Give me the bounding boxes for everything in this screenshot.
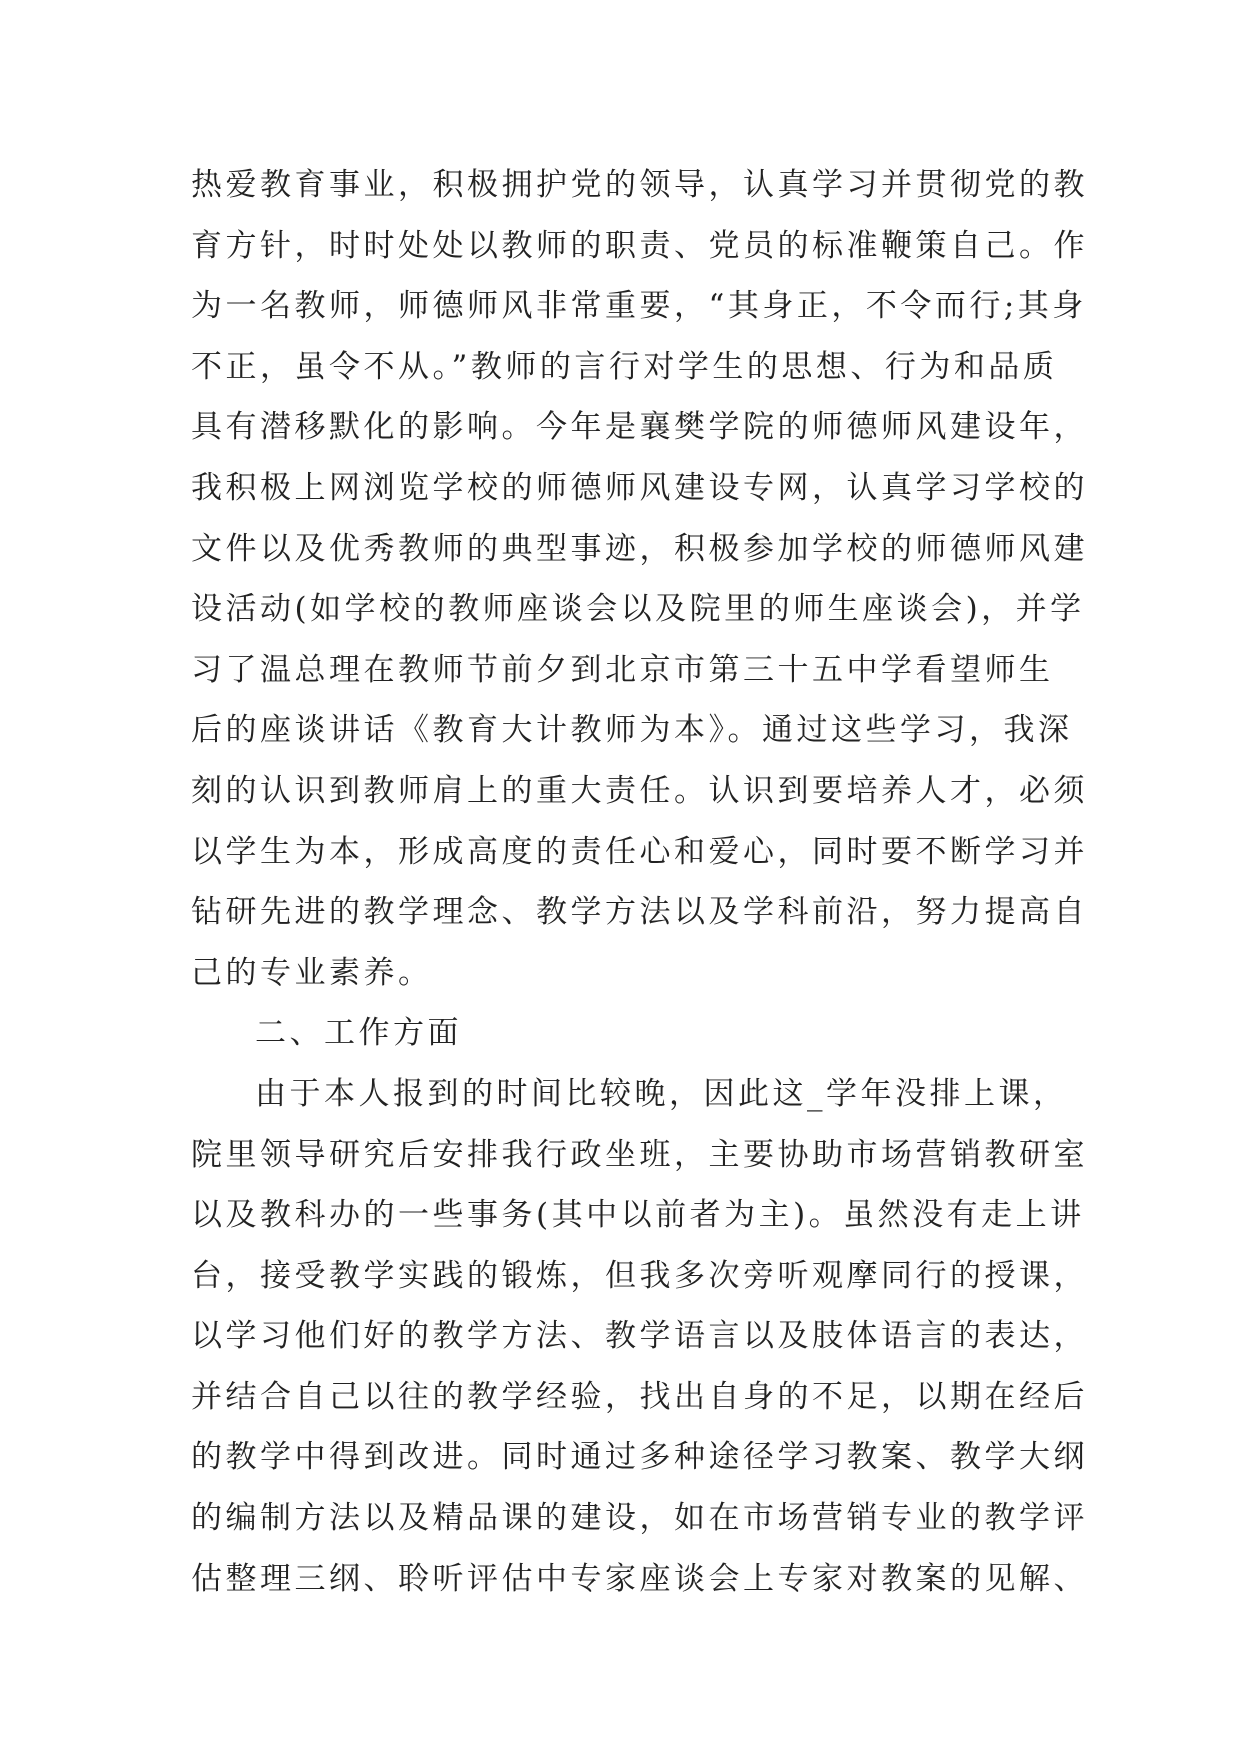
body-line: 由于本人报到的时间比较晚，因此这_学年没排上课， — [255, 1075, 1068, 1112]
body-line: 院里领导研究后安排我行政坐班，主要协助市场营销教研室 — [191, 1136, 1088, 1173]
document-body — [191, 155, 1088, 1609]
body-line: 设活动(如学校的教师座谈会以及院里的师生座谈会)，并学 — [191, 591, 1085, 628]
body-line: 以及教科办的一些事务(其中以前者为主)。虽然没有走上讲 — [191, 1197, 1085, 1234]
body-line: 钻研先进的教学理念、教学方法以及学科前沿，努力提高自 — [191, 894, 1088, 931]
body-line: 并结合自己以往的教学经验，找出自身的不足，以期在经后 — [191, 1378, 1088, 1415]
section-heading: 二、工作方面 — [255, 1015, 462, 1052]
body-line: 习了温总理在教师节前夕到北京市第三十五中学看望师生 — [191, 651, 1054, 688]
body-line: 以学习他们好的教学方法、教学语言以及肢体语言的表达， — [191, 1318, 1088, 1355]
body-line: 文件以及优秀教师的典型事迹，积极参加学校的师德师风建 — [191, 530, 1088, 567]
body-line: 不正，虽令不从。”教师的言行对学生的思想、行为和品质 — [191, 348, 1058, 385]
body-line: 台，接受教学实践的锻炼，但我多次旁听观摩同行的授课， — [191, 1257, 1088, 1294]
body-line: 后的座谈讲话《教育大计教师为本》。通过这些学习，我深 — [191, 712, 1073, 749]
body-line: 估整理三纲、聆听评估中专家座谈会上专家对教案的见解、 — [191, 1560, 1088, 1597]
body-line: 己的专业素养。 — [191, 954, 433, 991]
body-line: 育方针，时时处处以教师的职责、党员的标准鞭策自己。作 — [191, 227, 1088, 264]
body-line: 为一名教师，师德师风非常重要，“其身正，不令而行;其身 — [191, 288, 1087, 325]
body-line: 刻的认识到教师肩上的重大责任。认识到要培养人才，必须 — [191, 772, 1088, 809]
body-line: 我积极上网浏览学校的师德师风建设专网，认真学习学校的 — [191, 469, 1088, 506]
body-line: 具有潜移默化的影响。今年是襄樊学院的师德师风建设年， — [191, 409, 1088, 446]
body-line: 的编制方法以及精品课的建设，如在市场营销专业的教学评 — [191, 1500, 1088, 1537]
body-line: 热爱教育事业，积极拥护党的领导，认真学习并贯彻党的教 — [191, 167, 1088, 203]
body-line: 的教学中得到改进。同时通过多种途径学习教案、教学大纲 — [191, 1439, 1088, 1476]
body-line: 以学生为本，形成高度的责任心和爱心，同时要不断学习并 — [191, 833, 1088, 870]
